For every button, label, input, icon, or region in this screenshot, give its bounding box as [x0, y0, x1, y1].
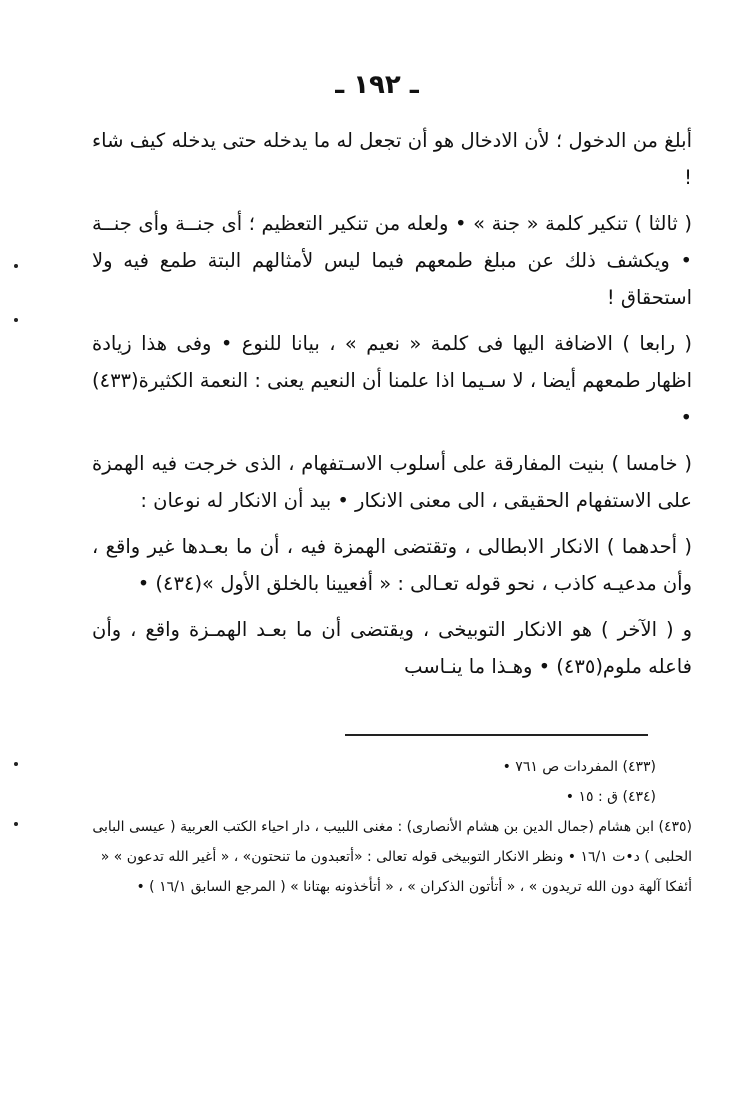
paragraph-5: ( أحدهما ) الانكار الابطالى ، وتقتضى الهمزة فيه ، أن ما بعـدها غير واقع ، وأن مدعيـه كاذب ، نحو قوله تعـالى : « أفعيينا بالخلق الأول »(٤٣٤) •: [92, 535, 692, 595]
margin-dot: [14, 264, 18, 268]
margin-dot: [14, 318, 18, 322]
margin-dot: [14, 762, 18, 766]
footnote-433: (٤٣٣) المفردات ص ٧٦١ •: [502, 759, 656, 775]
paragraph-6: و ( الآخر ) هو الانكار التوبيخى ، ويقتضى أن ما بعـد الهمـزة واقع ، وأن فاعله ملوم(٤٣٥) • وهـذا ما ينـاسب: [92, 618, 692, 678]
paragraph-3: ( رابعا ) الاضافة اليها فى كلمة « نعيم » ، بيانا للنوع • وفى هذا زيادة اظهار طمعهم أيضا ، لا سـيما اذا علمنا أن النعيم يعنى : النعمة الكثيرة(٤٣٣) •: [92, 332, 692, 429]
footnote-434: (٤٣٤) ق : ١٥ •: [565, 789, 656, 805]
margin-dot: [14, 822, 18, 826]
footnote-435: (٤٣٥) ابن هشام (جمال الدين بن هشام الأنصارى) : مغنى اللبيب ، دار احياء الكتب العربية ( عيسى البابى الحلبى ) د•ت ١٦/١ • ونظر الانكار التوبيخى قوله تعالى : «أتعبدون ما تنحتون» ، « أغير الله تدعون » « أئفكا آلهة دون الله تريدون » ، « أتأتون الذكران » ، « أتأخذونه بهتانا » ( المرجع السابق ١٦/١ ) •: [92, 819, 692, 895]
page-number: ـ ١٩٢ ـ: [335, 70, 419, 100]
body-text: [92, 122, 692, 694]
footnotes: [92, 752, 692, 902]
paragraph-2: ( ثالثا ) تنكير كلمة « جنة » • ولعله من تنكير التعظيم ؛ أى جنــة وأى جنــة • ويكشف ذلك عن مبلغ طمعهم فيما ليس لأمثالهم البتة طمع فيه ولا استحقاق !: [92, 212, 692, 309]
footnote-divider: [345, 734, 648, 736]
paragraph-4: ( خامسا ) بنيت المفارقة على أسلوب الاسـتفهام ، الذى خرجت فيه الهمزة على الاستفهام الحقيقى ، الى معنى الانكار • بيد أن الانكار له نوعان :: [92, 452, 692, 512]
paragraph-1: أبلغ من الدخول ؛ لأن الادخال هو أن تجعل له ما يدخله حتى يدخله كيف شاء !: [92, 129, 692, 189]
